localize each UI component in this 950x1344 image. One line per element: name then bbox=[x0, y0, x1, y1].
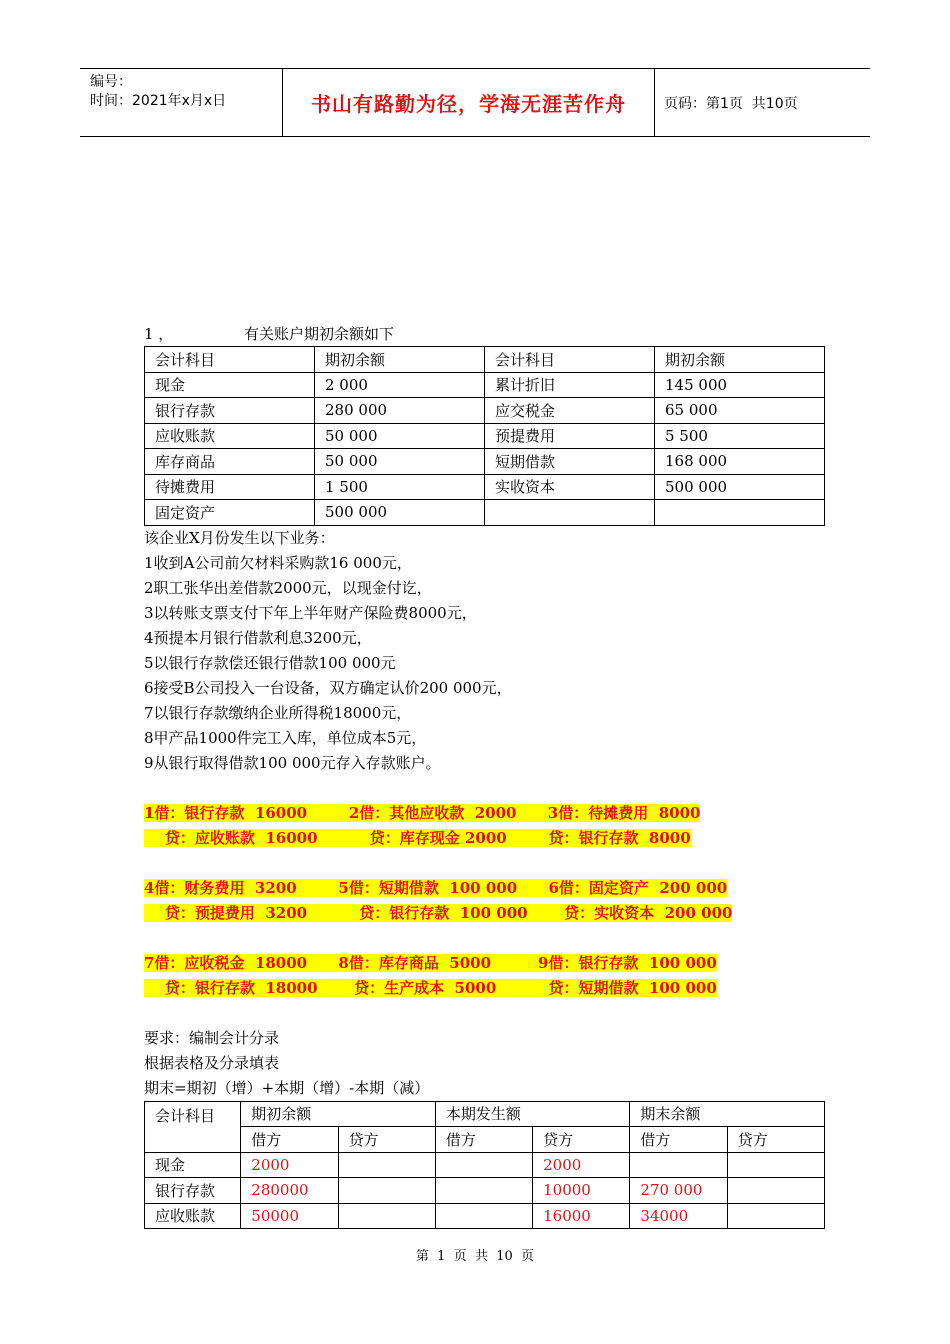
intro-line bbox=[144, 322, 834, 346]
table-cell bbox=[727, 1178, 824, 1204]
table-cell: 500 000 bbox=[655, 474, 825, 500]
table-row bbox=[145, 449, 825, 475]
requirement-text: 要求：编制会计分录 bbox=[144, 1028, 280, 1047]
business-item: 3以转账支票支付下年上半年财产保险费8000元， bbox=[144, 603, 477, 622]
table-cell bbox=[655, 500, 825, 526]
table-cell: 银行存款 bbox=[145, 398, 315, 424]
business-item: 8甲产品1000件完工入库，单位成本5元， bbox=[144, 728, 427, 747]
table-cell: 500 000 bbox=[315, 500, 485, 526]
date-label: 时间：2021年x月x日 bbox=[90, 93, 227, 109]
business-item: 4预提本月银行借款利息3200元， bbox=[144, 628, 372, 647]
page-footer: 第 1 页 共 10 页 bbox=[415, 1249, 535, 1264]
table-row bbox=[145, 500, 825, 526]
table-cell: 应交税金 bbox=[485, 398, 655, 424]
table-cell: 280 000 bbox=[315, 398, 485, 424]
table-cell: 应收账款 bbox=[145, 1203, 241, 1229]
business-item: 9从银行取得借款100 000元存入存款账户。 bbox=[144, 753, 441, 772]
table-cell: 168 000 bbox=[655, 449, 825, 475]
table-cell bbox=[435, 1178, 532, 1204]
table-header-cell: 期初余额 bbox=[241, 1101, 436, 1127]
table-header-row bbox=[145, 1127, 825, 1153]
table-cell: 50000 bbox=[241, 1203, 338, 1229]
ledger-table bbox=[144, 1101, 825, 1230]
journal-entry-line: 贷：应收账款 16000 贷：库存现金 2000 贷：银行存款 8000 bbox=[144, 828, 691, 847]
table-header-cell: 借方 bbox=[241, 1127, 338, 1153]
table-cell: 库存商品 bbox=[145, 449, 315, 475]
table-cell: 1 500 bbox=[315, 474, 485, 500]
business-item: 5以银行存款偿还银行借款100 000元 bbox=[144, 653, 396, 672]
journal-entry-line: 7借：应收税金 18000 8借：库存商品 5000 9借：银行存款 100 000 bbox=[144, 953, 717, 972]
table-row bbox=[145, 1203, 825, 1229]
intro-text: 有关账户期初余额如下 bbox=[244, 325, 395, 343]
table-cell: 280000 bbox=[241, 1178, 338, 1204]
table-cell: 5 500 bbox=[655, 423, 825, 449]
table-header-cell: 会计科目 bbox=[145, 1101, 241, 1152]
table-cell: 银行存款 bbox=[145, 1178, 241, 1204]
business-item: 1收到A公司前欠材料采购款16 000元， bbox=[144, 553, 412, 572]
business-title: 该企业X月份发生以下业务： bbox=[144, 528, 335, 547]
table-header-cell: 借方 bbox=[435, 1127, 532, 1153]
header-page-info: 页码：第1页 共10页 bbox=[664, 95, 798, 112]
table-cell: 2000 bbox=[533, 1152, 630, 1178]
table-row bbox=[145, 1152, 825, 1178]
table-cell bbox=[435, 1152, 532, 1178]
business-item: 6接受B公司投入一台设备，双方确定认价200 000元， bbox=[144, 678, 512, 697]
journal-entry-line: 贷：银行存款 18000 贷：生产成本 5000 贷：短期借款 100 000 bbox=[144, 978, 717, 997]
code-label: 编号： bbox=[90, 74, 132, 90]
table-cell: 270 000 bbox=[630, 1178, 727, 1204]
table-cell bbox=[630, 1152, 727, 1178]
table-cell bbox=[485, 500, 655, 526]
table-cell: 50 000 bbox=[315, 423, 485, 449]
table-header-cell: 贷方 bbox=[533, 1127, 630, 1153]
table-cell bbox=[727, 1152, 824, 1178]
table-header-row bbox=[145, 347, 825, 373]
table-cell: 现金 bbox=[145, 1152, 241, 1178]
table-cell: 145 000 bbox=[655, 372, 825, 398]
table-header-row bbox=[145, 1101, 825, 1127]
table-cell bbox=[727, 1203, 824, 1229]
table-row bbox=[145, 372, 825, 398]
table-cell: 短期借款 bbox=[485, 449, 655, 475]
table-row bbox=[145, 474, 825, 500]
table-header-cell: 会计科目 bbox=[145, 347, 315, 373]
table-row bbox=[145, 398, 825, 424]
journal-entry-line: 4借：财务费用 3200 5借：短期借款 100 000 6借：固定资产 200 000 bbox=[144, 878, 728, 897]
table-cell bbox=[338, 1178, 435, 1204]
fill-instruction: 根据表格及分录填表 bbox=[144, 1053, 280, 1072]
table-row bbox=[145, 423, 825, 449]
header-motto: 书山有路勤为径，学海无涯苦作舟 bbox=[311, 92, 626, 116]
table-cell: 16000 bbox=[533, 1203, 630, 1229]
table-cell: 2 000 bbox=[315, 372, 485, 398]
journal-entry-line: 1借：银行存款 16000 2借：其他应收款 2000 3借：待摊费用 8000 bbox=[144, 803, 701, 822]
table-header-cell: 期初余额 bbox=[315, 347, 485, 373]
journal-entries-group bbox=[144, 801, 834, 851]
table-cell: 实收资本 bbox=[485, 474, 655, 500]
table-cell: 10000 bbox=[533, 1178, 630, 1204]
table-cell: 预提费用 bbox=[485, 423, 655, 449]
table-row bbox=[145, 1178, 825, 1204]
table-header-cell: 会计科目 bbox=[485, 347, 655, 373]
opening-balance-table bbox=[144, 346, 825, 526]
business-item: 7以银行存款缴纳企业所得税18000元， bbox=[144, 703, 412, 722]
table-header-cell: 借方 bbox=[630, 1127, 727, 1153]
intro-number: 1 ， bbox=[144, 325, 174, 343]
table-header-cell: 本期发生额 bbox=[435, 1101, 630, 1127]
table-header-cell: 贷方 bbox=[338, 1127, 435, 1153]
table-cell bbox=[435, 1203, 532, 1229]
table-header-cell: 贷方 bbox=[727, 1127, 824, 1153]
formula-text: 期末=期初（增）+本期（增）-本期（减） bbox=[144, 1078, 430, 1097]
table-cell: 50 000 bbox=[315, 449, 485, 475]
document-body bbox=[144, 322, 834, 1229]
table-cell: 固定资产 bbox=[145, 500, 315, 526]
page-header bbox=[80, 68, 870, 137]
table-cell: 现金 bbox=[145, 372, 315, 398]
table-header-cell: 期初余额 bbox=[655, 347, 825, 373]
header-meta bbox=[90, 73, 280, 111]
journal-entry-line: 贷：预提费用 3200 贷：银行存款 100 000 贷：实收资本 200 000 bbox=[144, 903, 733, 922]
table-header-cell: 期末余额 bbox=[630, 1101, 825, 1127]
table-cell: 应收账款 bbox=[145, 423, 315, 449]
journal-entries-group bbox=[144, 951, 834, 1001]
table-cell bbox=[338, 1152, 435, 1178]
table-cell: 65 000 bbox=[655, 398, 825, 424]
table-cell: 2000 bbox=[241, 1152, 338, 1178]
table-cell: 累计折旧 bbox=[485, 372, 655, 398]
table-cell: 待摊费用 bbox=[145, 474, 315, 500]
header-divider bbox=[654, 69, 655, 136]
journal-entries-group bbox=[144, 876, 834, 926]
table-cell: 34000 bbox=[630, 1203, 727, 1229]
table-cell bbox=[338, 1203, 435, 1229]
business-item: 2职工张华出差借款2000元，以现金付讫， bbox=[144, 578, 432, 597]
